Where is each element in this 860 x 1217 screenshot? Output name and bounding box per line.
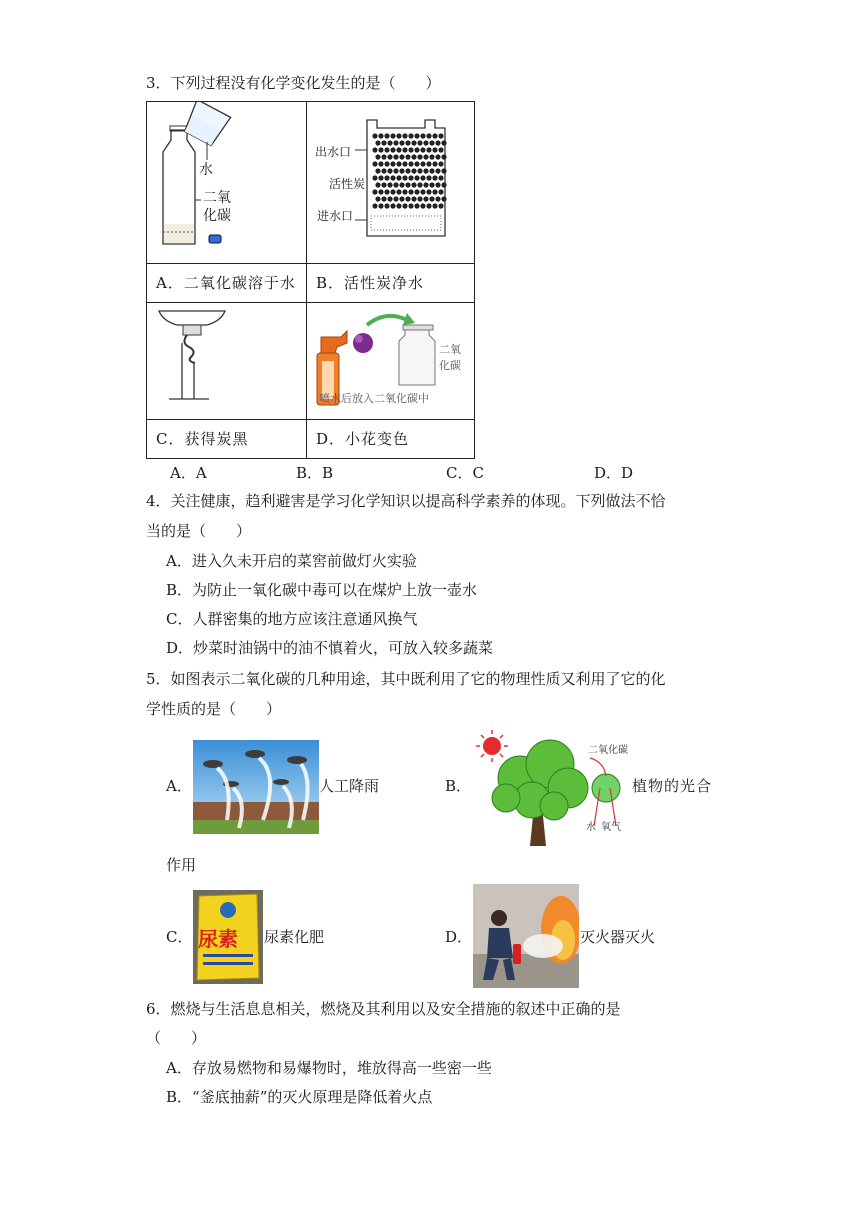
- q5-option-c-letter[interactable]: C．: [166, 928, 193, 946]
- fig-label-co2-d2: 化碳: [439, 359, 461, 372]
- fig-label-inlet: 进水口: [317, 209, 354, 223]
- fig-label-water-b: 水: [586, 822, 596, 833]
- q3-cell-a-figure: [147, 102, 307, 264]
- fire-extinguisher-image: [473, 884, 579, 988]
- q5-option-b-text-cont: 作用: [166, 856, 197, 874]
- q6-option-b[interactable]: B．“釜底抽薪”的灭火原理是降低着火点: [166, 1088, 433, 1106]
- q6-option-a[interactable]: A．存放易燃物和易爆物时，堆放得高一些密一些: [166, 1059, 492, 1077]
- q3-cell-b-caption: B．活性炭净水: [307, 264, 475, 303]
- q4-stem-line2: 当的是（ ）: [146, 522, 252, 540]
- q5-stem-line1: 5．如图表示二氧化碳的几种用途，其中既利用了它的物理性质又利用了它的化: [146, 670, 666, 688]
- q3-stem: 3．下列过程没有化学变化发生的是（ ）: [146, 74, 441, 92]
- q3-option-c[interactable]: C．C: [446, 464, 484, 482]
- q4-option-a[interactable]: A．进入久未开启的菜窖前做灯火实验: [166, 552, 417, 570]
- q3-cell-c-figure: [147, 303, 307, 420]
- fig-label-spray: 喷水后放入二氧化碳中: [319, 392, 429, 405]
- q3-figure-table: [146, 101, 475, 459]
- carbon-black-figure: [147, 303, 306, 419]
- q5-option-d-letter[interactable]: D．: [445, 928, 473, 946]
- q6-stem-line2: （ ）: [146, 1029, 207, 1047]
- q3-option-b[interactable]: B．B: [296, 464, 334, 482]
- q3-cell-d-caption: D．小花变色: [307, 420, 475, 459]
- q5-option-a-text: 人工降雨: [319, 777, 380, 795]
- q3-option-d[interactable]: D．D: [594, 464, 634, 482]
- q5-option-d-text: 灭火器灭火: [580, 928, 656, 946]
- q3-cell-d-figure: [307, 303, 475, 420]
- q3-cell-b-figure: [307, 102, 475, 264]
- q5-option-a-letter[interactable]: A．: [166, 777, 192, 795]
- q5-stem-line2: 学性质的是（ ）: [146, 700, 282, 718]
- q5-option-c-text: 尿素化肥: [264, 928, 325, 946]
- fig-label-outlet: 出水口: [315, 145, 352, 159]
- q4-option-d[interactable]: D．炒菜时油锅中的油不慎着火，可放入较多蔬菜: [166, 639, 494, 657]
- fig-label-co2-1: 二氧: [203, 190, 231, 206]
- co2-dissolve-figure: [147, 102, 306, 263]
- q3-cell-c-caption: C．获得炭黑: [147, 420, 307, 459]
- fig-label-carbon: 活性炭: [329, 177, 366, 191]
- fig-label-water: 水: [199, 162, 213, 178]
- fig-label-co2-d1: 二氧: [439, 343, 461, 356]
- fig-label-oxygen-b: 氧气: [601, 822, 621, 833]
- q5-option-b-letter[interactable]: B．: [445, 777, 472, 795]
- q5-option-b-text: 植物的光合: [632, 777, 713, 795]
- q4-option-c[interactable]: C．人群密集的地方应该注意通风换气: [166, 610, 418, 628]
- q4-option-b[interactable]: B．为防止一氧化碳中毒可以在煤炉上放一壶水: [166, 581, 478, 599]
- artificial-rain-image: [193, 740, 319, 834]
- urea-bag-label: 尿素: [198, 927, 238, 951]
- fig-label-co2-2: 化碳: [203, 208, 231, 224]
- fig-label-co2-b: 二氧化碳: [588, 745, 628, 756]
- q3-option-a[interactable]: A．A: [170, 464, 207, 482]
- q4-stem-line1: 4．关注健康，趋利避害是学习化学知识以提高科学素养的体现。下列做法不恰: [146, 492, 666, 510]
- q3-cell-a-caption: A．二氧化碳溶于水: [147, 264, 307, 303]
- q6-stem-line1: 6．燃烧与生活息息相关，燃烧及其利用以及安全措施的叙述中正确的是: [146, 1000, 621, 1018]
